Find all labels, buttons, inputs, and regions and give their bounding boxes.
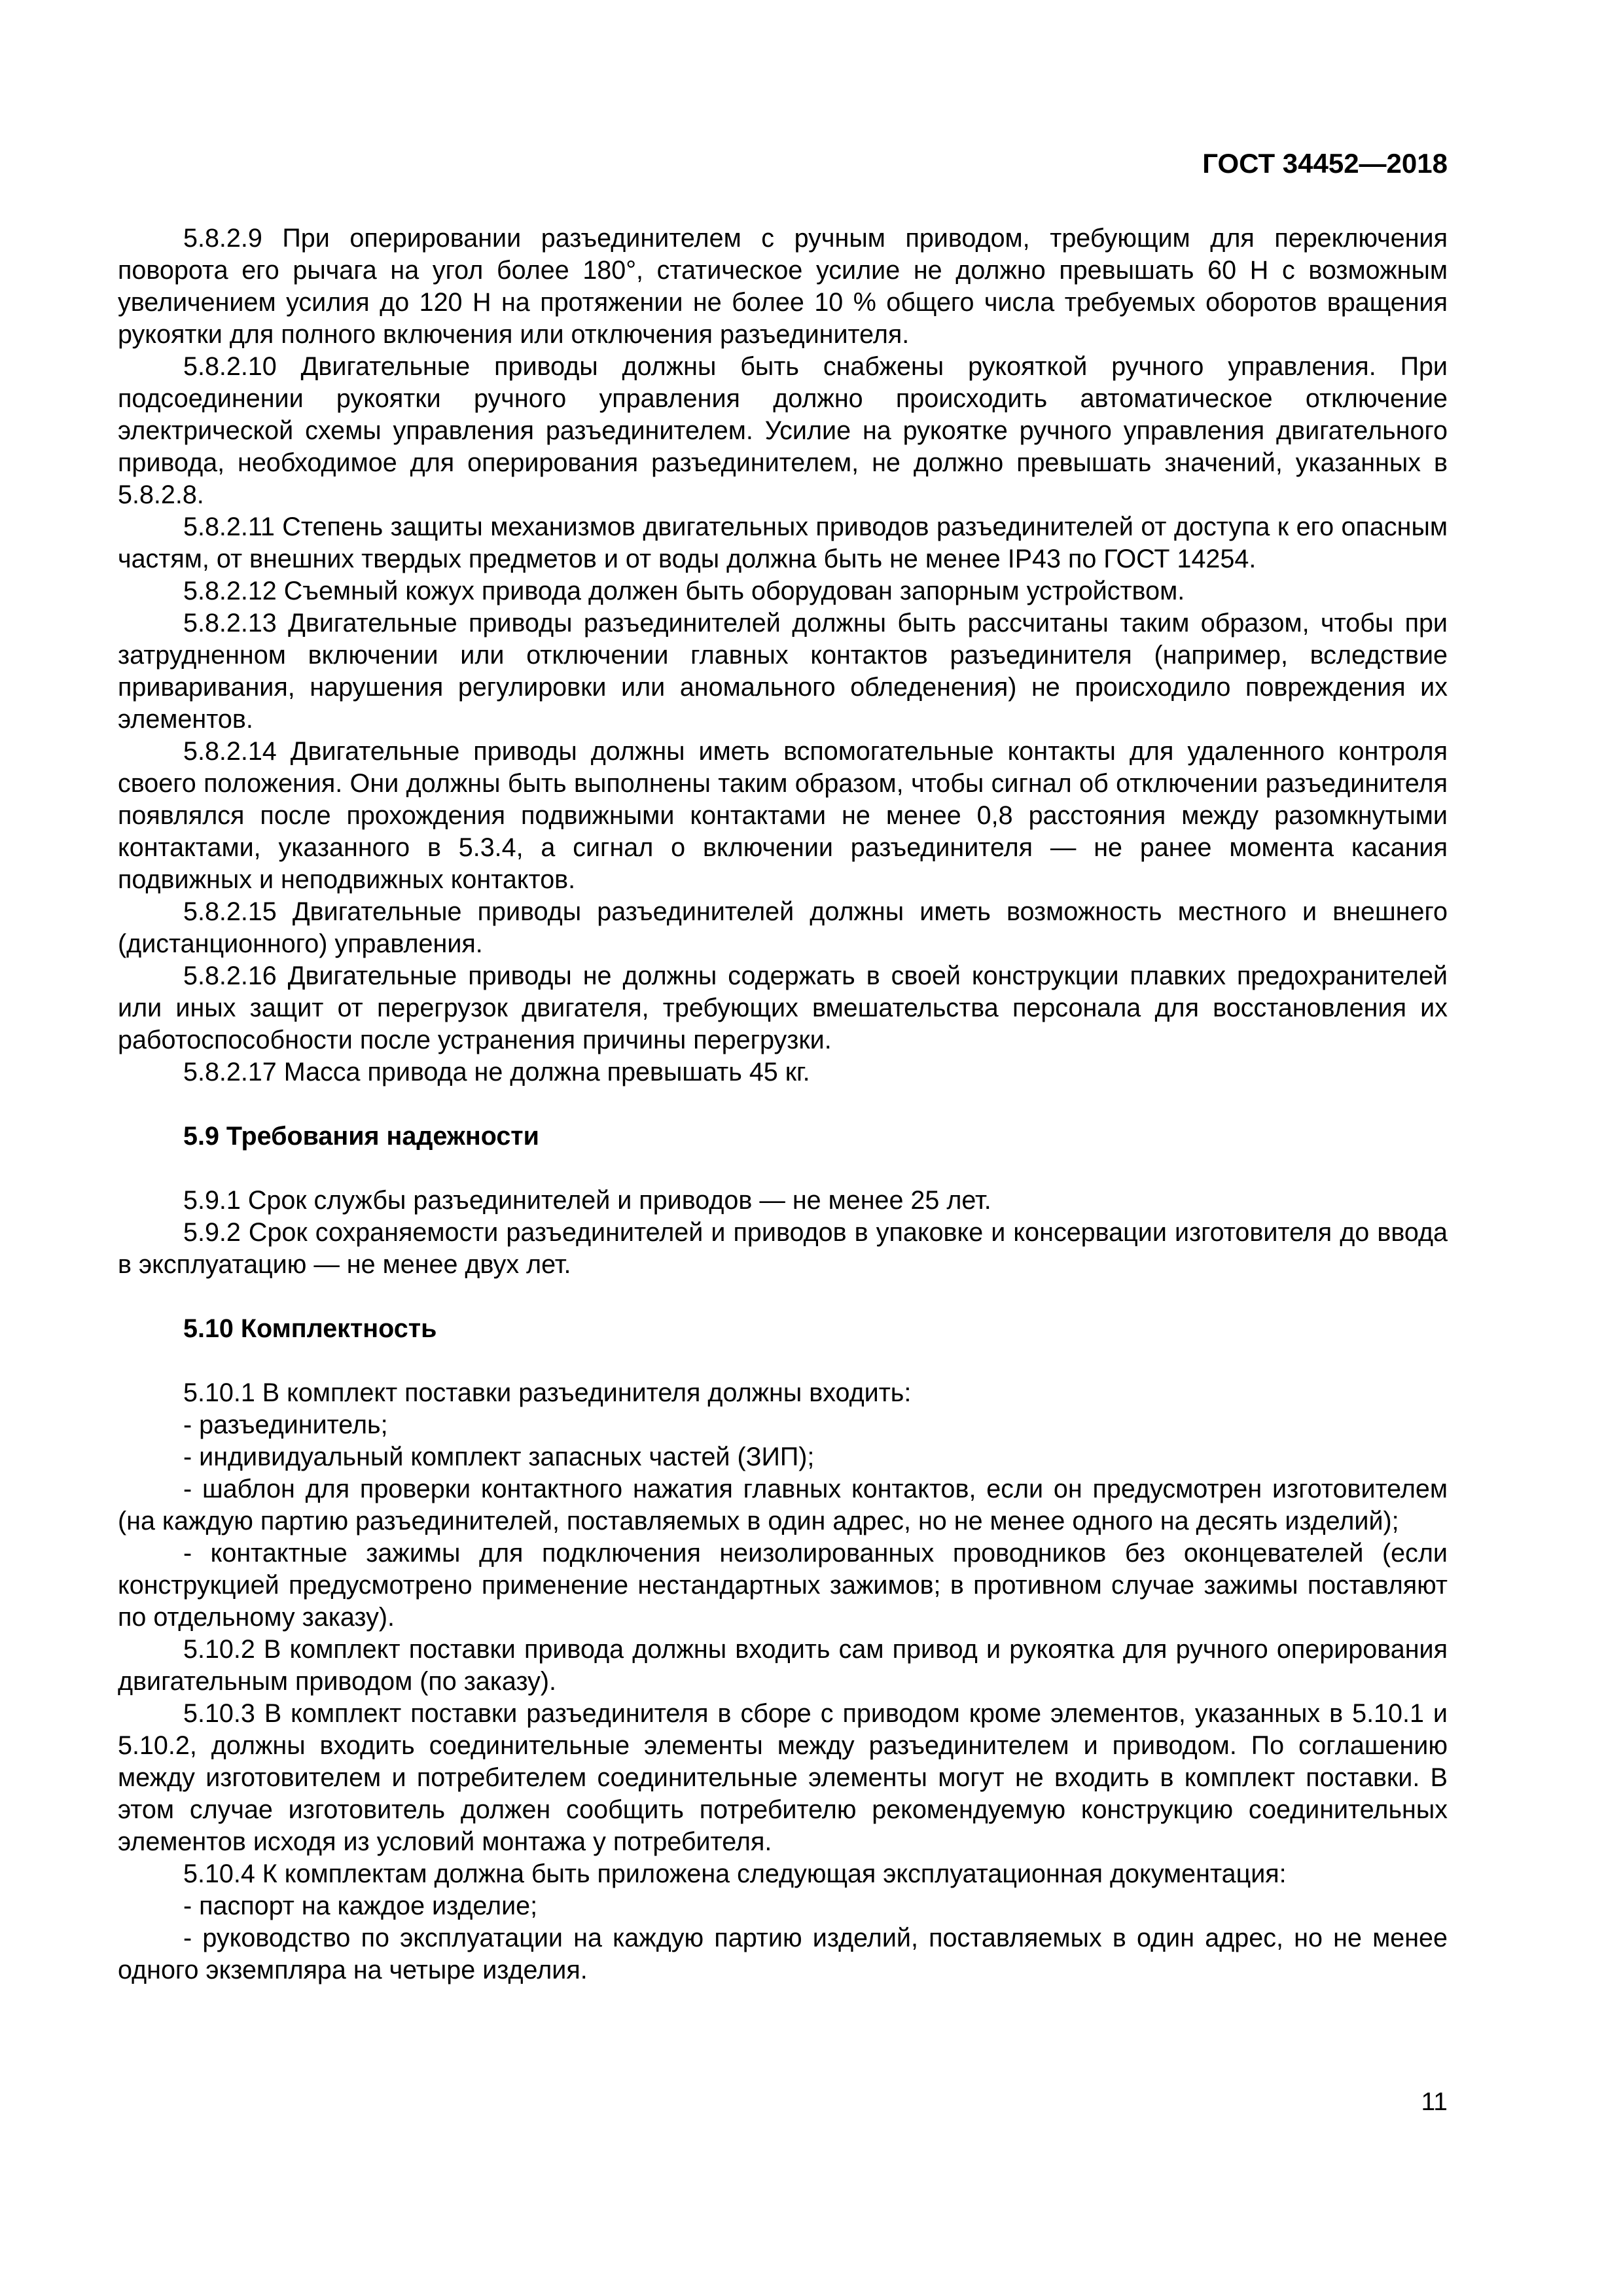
list-item: - паспорт на каждое изделие; (183, 1892, 538, 1920)
paragraph-5-8-2-15: 5.8.2.15 Двигательные приводы разъединителей должны иметь возможность местного и внешнего (дистанционного) управления. (118, 897, 1448, 958)
paragraph-5-8-2-14: 5.8.2.14 Двигательные приводы должны иметь вспомогательные контакты для удаленного контроля своего положения. Они должны быть выполнены таким образом, чтобы сигнал об отключении разъединителя появлялся после прохождения подвижными контактами не менее 0,8 расстояния между разомкнутыми контактами, указанного в 5.3.4, а сигнал о включении разъединителя — не ранее момента касания подвижных и неподвижных контактов. (118, 737, 1448, 894)
paragraph-5-8-2-11: 5.8.2.11 Степень защиты механизмов двигательных приводов разъединителей от доступа к его опасным частям, от внешних твердых предметов и от воды должна быть не менее IP43 по ГОСТ 14254. (118, 512, 1448, 573)
paragraph-5-8-2-10: 5.8.2.10 Двигательные приводы должны быть снабжены рукояткой ручного управления. При подсоединении рукоятки ручного управления должно происходить автоматическое отключение электрической схемы управления разъединителем. Усилие на рукоятке ручного управления двигательного привода, необходимое для оперирования разъединителем, не должно превышать значений, указанных в 5.8.2.8. (118, 352, 1448, 509)
paragraph-5-8-2-16: 5.8.2.16 Двигательные приводы не должны содержать в своей конструкции плавких предохранителей или иных защит от перегрузок двигателя, требующих вмешательства персонала для восстановления их работоспособности после устранения причины перегрузки. (118, 961, 1448, 1054)
paragraph-5-8-2-12: 5.8.2.12 Съемный кожух привода должен быть оборудован запорным устройством. (183, 577, 1185, 605)
paragraph-5-10-2: 5.10.2 В комплект поставки привода должны входить сам привод и рукоятка для ручного оперирования двигательным приводом (по заказу). (118, 1635, 1448, 1696)
paragraph-5-9-2: 5.9.2 Срок сохраняемости разъединителей и приводов в упаковке и консервации изготовителя до ввода в эксплуатацию — не менее двух лет. (118, 1218, 1448, 1279)
document-code: ГОСТ 34452—2018 (1202, 148, 1448, 179)
page-body (118, 223, 1448, 1986)
paragraph-5-8-2-9: 5.8.2.9 При оперировании разъединителем с ручным приводом, требующим для переключения поворота его рычага на угол более 180°, статическое усилие не должно превышать 60 Н с возможным увеличением усилия до 120 Н на протяжении не более 10 % общего числа требуемых оборотов вращения рукоятки для полного включения или отключения разъединителя. (118, 224, 1448, 349)
page-number: 11 (1421, 2088, 1448, 2116)
paragraph-5-8-2-17: 5.8.2.17 Масса привода не должна превышать 45 кг. (183, 1058, 810, 1086)
section-heading-completeness: 5.10 Комплектность (183, 1314, 437, 1343)
section-heading-reliability: 5.9 Требования надежности (183, 1122, 539, 1151)
list-item: - индивидуальный комплект запасных частей (ЗИП); (183, 1443, 815, 1471)
list-item: - руководство по эксплуатации на каждую партию изделий, поставляемых в один адрес, но не менее одного экземпляра на четыре изделия. (118, 1924, 1448, 1984)
paragraph-5-9-1: 5.9.1 Срок службы разъединителей и приводов — не менее 25 лет. (183, 1186, 991, 1215)
paragraph-5-8-2-13: 5.8.2.13 Двигательные приводы разъединителей должны быть рассчитаны таким образом, чтобы при затрудненном включении или отключении главных контактов разъединителя (например, вследствие приваривания, нарушения регулировки или аномального обледенения) не происходило повреждения их элементов. (118, 609, 1448, 734)
list-item: - разъединитель; (183, 1410, 388, 1439)
paragraph-5-10-1: 5.10.1 В комплект поставки разъединителя должны входить: (183, 1378, 912, 1407)
list-item: - шаблон для проверки контактного нажатия главных контактов, если он предусмотрен изготовителем (на каждую партию разъединителей, поставляемых в один адрес, но не менее одного на десять изделий); (118, 1475, 1448, 1535)
paragraph-5-10-4: 5.10.4 К комплектам должна быть приложена следующая эксплуатационная документация: (183, 1859, 1287, 1888)
list-item: - контактные зажимы для подключения неизолированных проводников без оконцевателей (если конструкцией предусмотрено применение нестандартных зажимов; в противном случае зажимы поставляют по отдельному заказу). (118, 1539, 1448, 1632)
paragraph-5-10-3: 5.10.3 В комплект поставки разъединителя в сборе с приводом кроме элементов, указанных в 5.10.1 и 5.10.2, должны входить соединительные элементы между разъединителем и приводом. По соглашению между изготовителем и потребителем соединительные элементы могут не входить в комплект поставки. В этом случае изготовитель должен сообщить потребителю рекомендуемую конструкцию соединительных элементов исходя из условий монтажа у потребителя. (118, 1699, 1448, 1856)
